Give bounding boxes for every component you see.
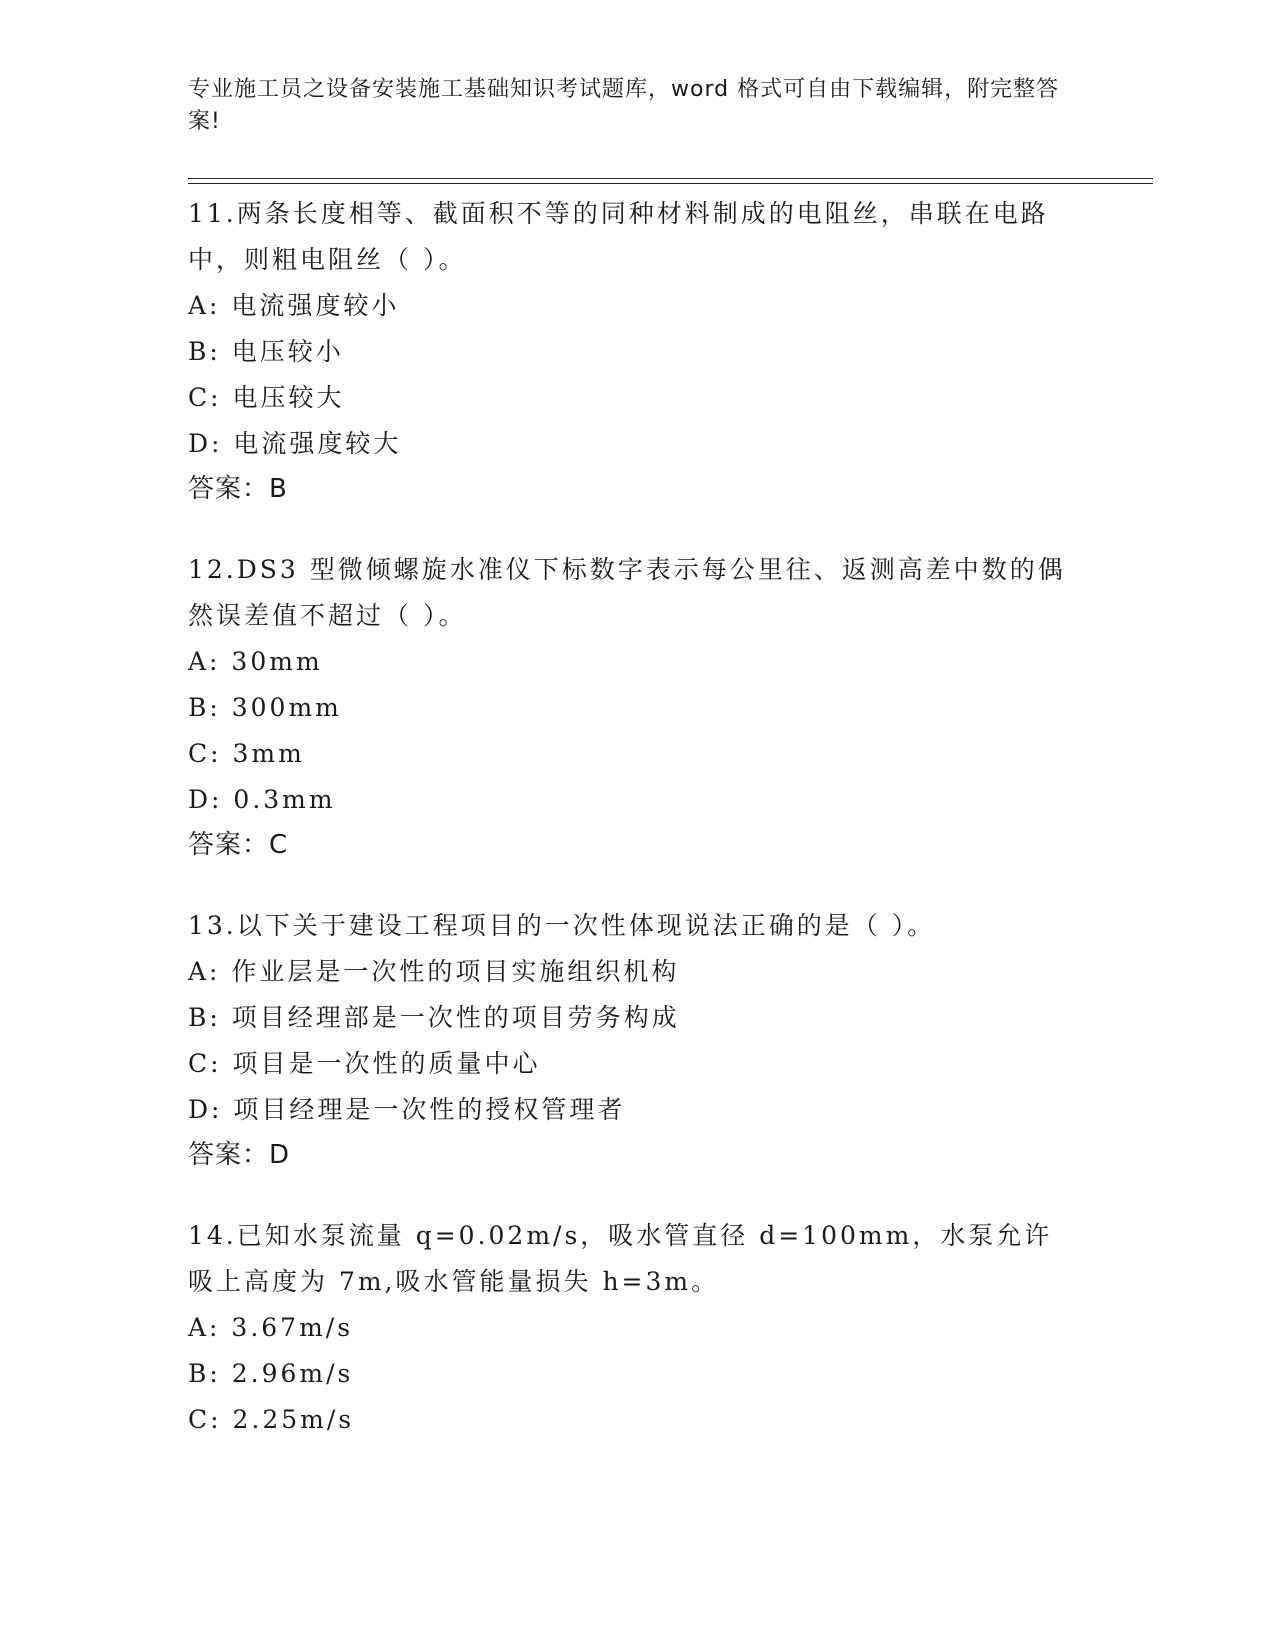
option-c: C: 项目是一次性的质量中心 — [188, 1049, 541, 1078]
header-divider-top — [188, 178, 1153, 179]
question-12 — [188, 547, 1088, 867]
document-header: 专业施工员之设备安装施工基础知识考试题库，word 格式可自由下载编辑，附完整答案! — [188, 77, 1060, 134]
question-stem: 11.两条长度相等、截面积不等的同种材料制成的电阻丝，串联在电路中，则粗电阻丝（ ）。 — [188, 199, 1049, 274]
question-14 — [188, 1213, 1088, 1443]
option-a: A: 作业层是一次性的项目实施组织机构 — [188, 957, 680, 986]
option-b: B: 项目经理部是一次性的项目劳务构成 — [188, 1003, 680, 1032]
question-stem: 12.DS3 型微倾螺旋水准仪下标数字表示每公里往、返测高差中数的偶然误差值不超过（ ）。 — [188, 555, 1066, 630]
question-stem: 14.已知水泵流量 q=0.02m/s，吸水管直径 d=100mm，水泵允许吸上高度为 7m,吸水管能量损失 h=3m。 — [188, 1221, 1053, 1296]
question-11 — [188, 191, 1088, 511]
question-13 — [188, 903, 1088, 1177]
question-stem: 13.以下关于建设工程项目的一次性体现说法正确的是（ ）。 — [188, 911, 936, 940]
answer: 答案：D — [188, 1140, 291, 1170]
option-d: D: 电流强度较大 — [188, 429, 402, 458]
question-list — [188, 191, 1088, 1479]
option-d: D: 0.3mm — [188, 785, 336, 814]
option-b: B: 300mm — [188, 693, 342, 722]
option-a: A: 电流强度较小 — [188, 291, 400, 320]
answer: 答案：B — [188, 474, 288, 504]
option-c: C: 2.25m/s — [188, 1405, 355, 1434]
answer: 答案：C — [188, 830, 289, 860]
option-a: A: 30mm — [188, 647, 323, 676]
option-b: B: 2.96m/s — [188, 1359, 354, 1388]
option-c: C: 电压较大 — [188, 383, 345, 412]
option-c: C: 3mm — [188, 739, 305, 768]
option-a: A: 3.67m/s — [188, 1313, 354, 1342]
option-d: D: 项目经理是一次性的授权管理者 — [188, 1095, 626, 1124]
option-b: B: 电压较小 — [188, 337, 344, 366]
header-divider-bottom — [188, 183, 1153, 184]
